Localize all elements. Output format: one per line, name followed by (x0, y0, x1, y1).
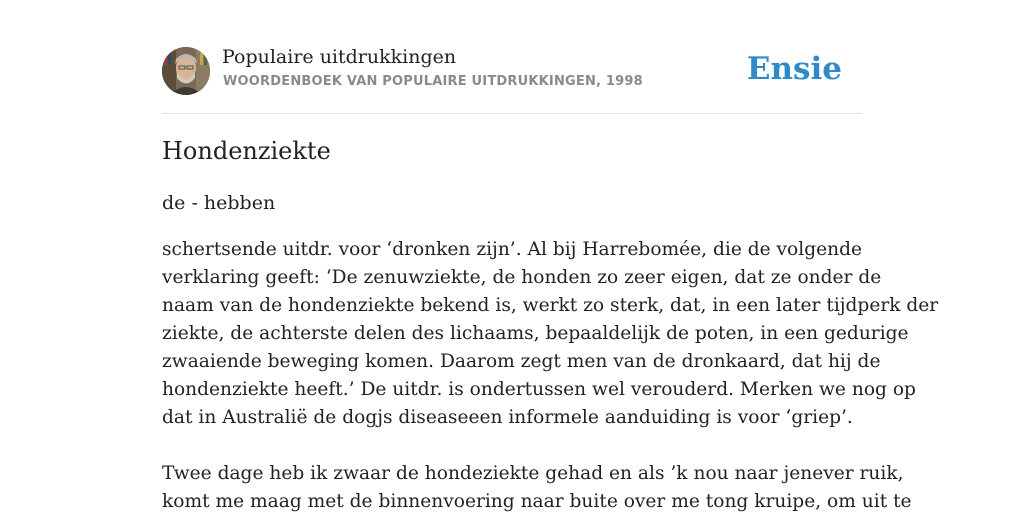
source-header (162, 46, 862, 96)
paragraph-break (162, 432, 864, 460)
definition-line: naam van de hondenziekte bekend is, werkt zo sterk, dat, in een later tijdperk der (162, 295, 939, 316)
author-portrait-icon (162, 47, 210, 95)
source-title[interactable]: Populaire uitdrukkingen (222, 46, 457, 68)
definition-line: ziekte, de achterste delen des lichaams, bepaaldelijk de poten, in een gedurige (162, 323, 909, 344)
header-divider (162, 113, 862, 114)
definition-line: verklaring geeft: ‘De zenuwziekte, de honden zo zeer eigen, dat ze onder de (162, 267, 882, 288)
example-line: Twee dage heb ik zwaar de hondeziekte gehad en als ’k nou naar jenever ruik, (162, 463, 904, 484)
ensie-logo-link[interactable]: Ensie (746, 51, 842, 87)
example-line: komt me maag met de binnenvoering naar buite over me tong kruipe, om uit te (162, 491, 912, 512)
definition-line: dat in Australië de dogjs diseaseeen informele aanduiding is voor ‘griep’. (162, 407, 853, 428)
entry-title: Hondenziekte (162, 137, 331, 165)
definition-line: hondenziekte heeft.’ De uitdr. is ondertussen wel verouderd. Merken we nog op (162, 379, 916, 400)
definition-line: zwaaiende beweging komen. Daarom zegt men van de dronkaard, dat hij de (162, 351, 881, 372)
entry-subtitle: de - hebben (162, 192, 276, 214)
definition-line: schertsende uitdr. voor ‘dronken zijn’. Al bij Harrebomée, die de volgende (162, 239, 862, 260)
author-avatar[interactable] (162, 47, 210, 95)
source-subtitle: WOORDENBOEK VAN POPULAIRE UITDRUKKINGEN, 1998 (223, 74, 643, 89)
entry-definition (162, 236, 939, 512)
